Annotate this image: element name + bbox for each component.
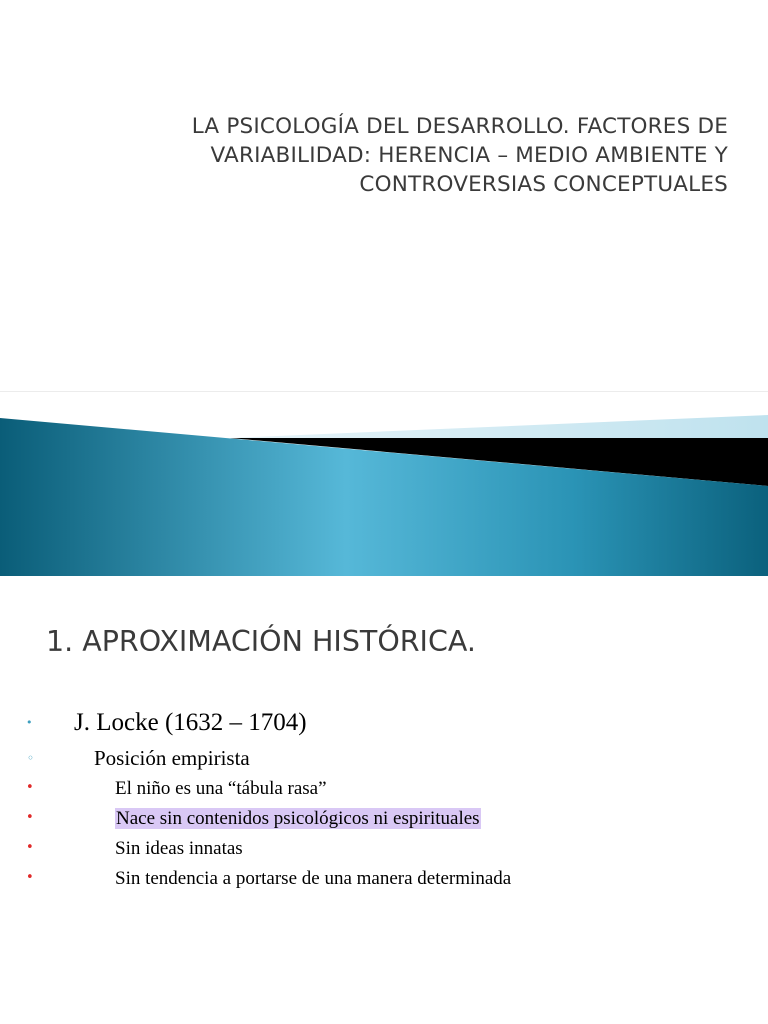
bullet-marker: • xyxy=(26,780,34,795)
presentation-title xyxy=(108,112,728,199)
bullet-marker: • xyxy=(26,870,34,885)
list-item-text: Sin tendencia a portarse de una manera determinada xyxy=(115,868,512,889)
decorative-banner xyxy=(0,400,768,576)
title-line-2: VARIABILIDAD: HERENCIA – MEDIO AMBIENTE Y xyxy=(210,143,728,168)
list-item xyxy=(0,864,768,894)
slide-divider xyxy=(0,391,768,392)
bullet-marker: • xyxy=(26,716,33,729)
bullet-list xyxy=(0,704,768,894)
list-item xyxy=(0,804,768,834)
list-item-text: Sin ideas innatas xyxy=(115,838,243,859)
list-item-text: El niño es una “tábula rasa” xyxy=(115,778,327,799)
list-item xyxy=(0,834,768,864)
list-item xyxy=(0,704,768,742)
content-slide xyxy=(0,576,768,1024)
bullet-marker: • xyxy=(26,840,34,855)
list-item xyxy=(0,774,768,804)
list-item-text: J. Locke (1632 – 1704) xyxy=(74,709,307,736)
list-item xyxy=(0,742,768,774)
list-item-text: Posición empirista xyxy=(94,746,250,770)
bullet-marker: • xyxy=(26,810,34,825)
banner-light-band xyxy=(230,415,768,438)
title-line-1: LA PSICOLOGÍA DEL DESARROLLO. FACTORES DE xyxy=(191,114,728,139)
highlighted-text: Nace sin contenidos psicológicos ni espirituales xyxy=(116,808,480,829)
bullet-marker: ◦ xyxy=(27,751,35,765)
section-heading: 1. APROXIMACIÓN HISTÓRICA. xyxy=(46,625,476,658)
title-line-3: CONTROVERSIAS CONCEPTUALES xyxy=(359,172,728,197)
